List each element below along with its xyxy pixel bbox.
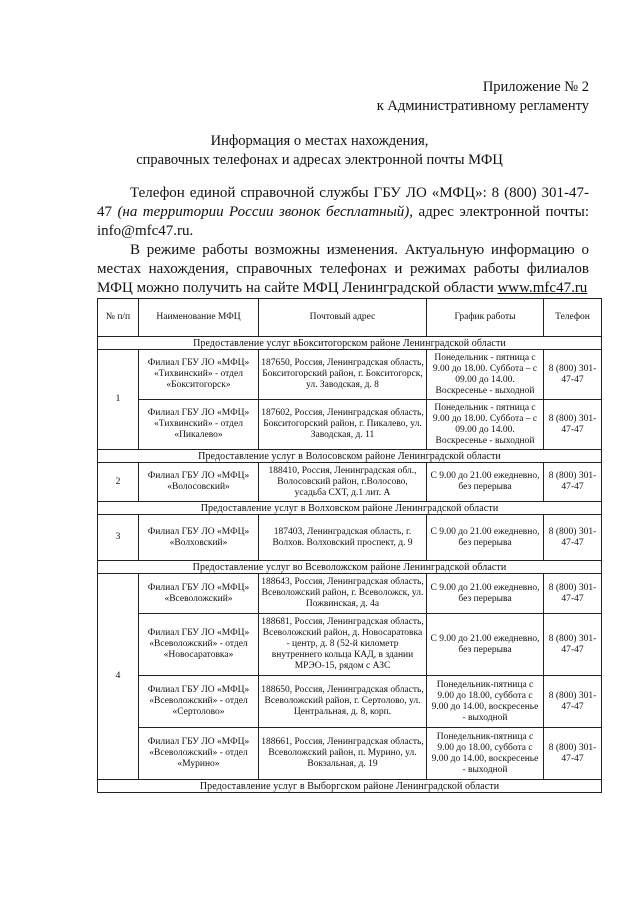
cell-name: Филиал ГБУ ЛО «МФЦ» «Всеволожский» (139, 574, 259, 614)
row-num: 4 (98, 574, 139, 780)
row-num: 2 (98, 463, 139, 502)
cell-phone: 8 (800) 301-47-47 (544, 574, 602, 614)
section-title: Предоставление услуг в Волосовском районе Ленинградской области (98, 450, 602, 463)
cell-address: 187650, Россия, Ленинградская область, Бокситогорский район, г. Бокситогорск, ул. Заводская, д. 8 (259, 350, 427, 400)
section-row (98, 337, 602, 350)
table-row (98, 574, 602, 614)
cell-name: Филиал ГБУ ЛО «МФЦ» «Всеволожский» - отдел «Сертолово» (139, 676, 259, 728)
table-row (98, 350, 602, 400)
table-row (98, 728, 602, 780)
section-row (98, 502, 602, 515)
cell-phone: 8 (800) 301-47-47 (544, 728, 602, 780)
cell-address: 187403, Ленинградская область, г. Волхов. Волховский проспект, д. 9 (259, 515, 427, 561)
cell-name: Филиал ГБУ ЛО «МФЦ» «Тихвинский» - отдел «Бокситогорск» (139, 350, 259, 400)
section-row (98, 780, 602, 793)
cell-phone: 8 (800) 301-47-47 (544, 350, 602, 400)
cell-address: 188410, Россия, Ленинградская обл., Волосовский район, г.Волосово, усадьба СХТ, д.1 лит. А (259, 463, 427, 502)
table-header-row (98, 299, 602, 337)
table-row (98, 515, 602, 561)
title-line-1: Информация о местах нахождения, (210, 133, 429, 149)
header-phone: Телефон (544, 299, 602, 337)
cell-phone: 8 (800) 301-47-47 (544, 515, 602, 561)
row-num: 3 (98, 515, 139, 561)
cell-phone: 8 (800) 301-47-47 (544, 400, 602, 450)
cell-schedule: Понедельник-пятница с 9.00 до 18.00, суббота с 9.00 до 14.00, воскресенье - выходной (427, 728, 544, 780)
appendix-number: Приложение № 2 (482, 79, 589, 95)
cell-schedule: С 9.00 до 21.00 ежедневно, без перерыва (427, 614, 544, 676)
section-title: Предоставление услуг вБокситогорском районе Ленинградской области (98, 337, 602, 350)
cell-address: 187602, Россия, Ленинградская область, Бокситогорский район, г. Пикалево, ул. Заводская, д. 11 (259, 400, 427, 450)
cell-name: Филиал ГБУ ЛО «МФЦ» «Волосовский» (139, 463, 259, 502)
cell-schedule: Понедельник - пятница с 9.00 до 18.00. Суббота – с 09.00 до 14.00. Воскресенье - выходной (427, 350, 544, 400)
cell-schedule: Понедельник - пятница с 9.00 до 18.00. Суббота – с 09.00 до 14.00. Воскресенье - выходной (427, 400, 544, 450)
cell-name: Филиал ГБУ ЛО «МФЦ» «Всеволожский» - отдел «Новосаратовка» (139, 614, 259, 676)
cell-address: 188650, Россия, Ленинградская область, Всеволожский район, г. Сертолово, ул. Центральная, д. 8, корп. (259, 676, 427, 728)
appendix-header (377, 78, 589, 116)
intro-changes-paragraph (97, 241, 589, 298)
cell-name: Филиал ГБУ ЛО «МФЦ» «Всеволожский» - отдел «Мурино» (139, 728, 259, 780)
cell-address: 188643, Россия, Ленинградская область, Всеволожский район, г. Всеволожск, ул. Пожвинская, д. 4а (259, 574, 427, 614)
appendix-reference: к Административному регламенту (376, 98, 589, 114)
section-title: Предоставление услуг в Волховском районе Ленинградской области (98, 502, 602, 515)
cell-address: 188661, Россия, Ленинградская область, Всеволожский район, п. Мурино, ул. Вокзальная, д. 19 (259, 728, 427, 780)
document-title (0, 132, 639, 170)
mfc-table (97, 298, 602, 793)
cell-phone: 8 (800) 301-47-47 (544, 676, 602, 728)
header-num: № п/п (98, 299, 139, 337)
cell-address: 188681, Россия, Ленинградская область, Всеволожский район, д. Новосаратовка - центр, д. 8 (52-й километр внутреннего кольца КАД, в здании МРЭО-15, рядом с АЗС (259, 614, 427, 676)
changes-text: В режиме работы возможны изменения. Актуальную информацию о местах нахождения, справочных телефонах и режимах работы филиалов МФЦ можно получить на сайте МФЦ Ленинградской области (97, 242, 589, 296)
phone-text: Телефон единой справочной службы ГБУ ЛО «МФЦ»: 8 (800) 301-47-47 (97, 185, 589, 220)
site-link[interactable]: www.mfc47.ru (497, 280, 588, 296)
section-title: Предоставление услуг во Всеволожском районе Ленинградской области (98, 561, 602, 574)
cell-phone: 8 (800) 301-47-47 (544, 463, 602, 502)
header-address: Почтовый адрес (259, 299, 427, 337)
header-schedule: График работы (427, 299, 544, 337)
intro-phone-paragraph (97, 184, 589, 241)
cell-schedule: С 9.00 до 21.00 ежедневно, без перерыва (427, 463, 544, 502)
cell-schedule: Понедельник-пятница с 9.00 до 18.00, суббота с 9.00 до 14.00, воскресенье - выходной (427, 676, 544, 728)
section-title: Предоставление услуг в Выборгском районе Ленинградской области (98, 780, 602, 793)
email-text: , адрес электронной почты: info@mfc47.ru. (97, 204, 589, 239)
cell-schedule: С 9.00 до 21.00 ежедневно, без перерыва (427, 574, 544, 614)
phone-note: (на территории России звонок бесплатный) (117, 204, 410, 220)
table-row (98, 400, 602, 450)
cell-schedule: С 9.00 до 21.00 ежедневно, без перерыва (427, 515, 544, 561)
table-row (98, 463, 602, 502)
table-row (98, 676, 602, 728)
header-name: Наименование МФЦ (139, 299, 259, 337)
section-row (98, 450, 602, 463)
section-row (98, 561, 602, 574)
cell-name: Филиал ГБУ ЛО «МФЦ» «Волховский» (139, 515, 259, 561)
cell-phone: 8 (800) 301-47-47 (544, 614, 602, 676)
title-line-2: справочных телефонах и адресах электронной почты МФЦ (136, 152, 503, 168)
table-row (98, 614, 602, 676)
cell-name: Филиал ГБУ ЛО «МФЦ» «Тихвинский» - отдел «Пикалево» (139, 400, 259, 450)
row-num: 1 (98, 350, 139, 450)
